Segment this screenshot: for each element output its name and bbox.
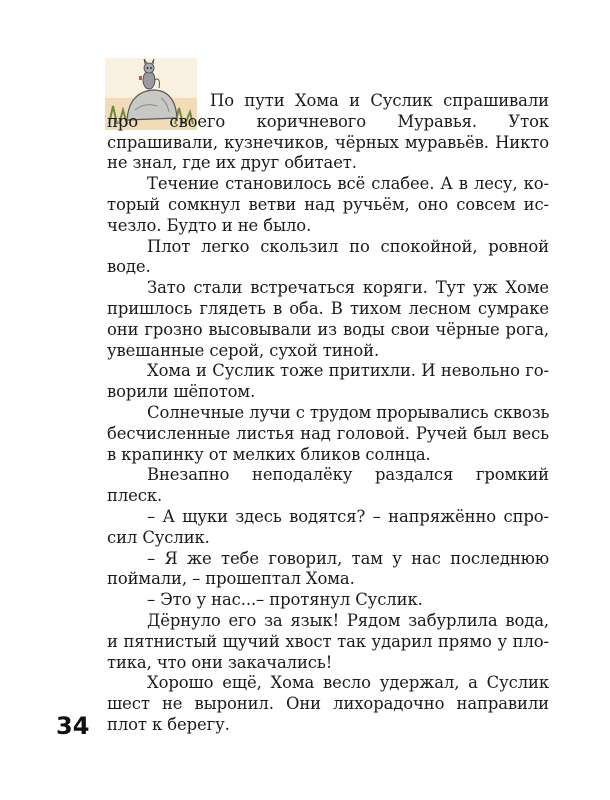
text-line: тика, что они закачались! — [107, 652, 333, 672]
text-line: воде. — [107, 257, 151, 277]
text-line: бесчисленные листья над головой. Ручей был весь — [107, 423, 549, 443]
text-line: Хорошо ещё, Хома весло удержал, а Суслик — [147, 673, 549, 693]
text-line: Зато стали встречаться коряги. Тут уж Хоме — [147, 278, 549, 298]
text-line: Солнечные лучи с трудом прорывались сквозь — [147, 402, 550, 422]
text-line: шест не выронил. Они лихорадочно направили — [107, 694, 549, 714]
text-line: пришлось глядеть в оба. В тихом лесном сумраке — [107, 298, 549, 318]
text-line: Течение становилось всё слабее. А в лесу, ко- — [147, 174, 549, 194]
text-line: – А щуки здесь водятся? – напряжённо спро- — [147, 506, 549, 526]
text-line: Хома и Суслик тоже притихли. И невольно го- — [147, 361, 549, 381]
text-line: увешанные серой, сухой тиной. — [107, 340, 380, 360]
text-line: ворили шёпотом. — [107, 382, 256, 402]
text-line: сил Суслик. — [107, 527, 210, 547]
text-line: и пятнистый щучий хвост так ударил прямо у пло- — [107, 631, 549, 651]
text-line: Внезапно неподалёку раздался громкий — [147, 465, 549, 485]
text-line: торый сомкнул ветви над ручьём, оно совсем ис- — [107, 194, 549, 214]
text-line: не знал, где их друг обитает. — [107, 153, 357, 173]
text-line: плеск. — [107, 486, 163, 506]
text-line: По пути Хома и Суслик спрашивали — [210, 91, 549, 110]
text-line: плот к берегу. — [107, 714, 230, 734]
page-number: 34 — [56, 712, 90, 740]
text-line: поймали, – прошептал Хома. — [107, 569, 355, 589]
text-line: – Это у нас...– протянул Суслик. — [147, 590, 423, 610]
text-line: Дёрнуло его за язык! Рядом забурлила вода, — [147, 610, 549, 630]
text-line: Плот легко скользил по спокойной, ровной — [147, 236, 549, 256]
text-line: чезло. Будто и не было. — [107, 215, 312, 235]
text-line: про своего коричневого Муравья. Уток — [107, 111, 549, 131]
text-line: спрашивали, кузнечиков, чёрных муравьёв. Никто — [107, 132, 549, 152]
text-line: они грозно высовывали из воды свои чёрные рога, — [107, 319, 549, 339]
text-line: в крапинку от мелких бликов солнца. — [107, 444, 431, 464]
text-line: – Я же тебе говорил, там у нас последнюю — [147, 548, 549, 568]
story-text — [107, 91, 549, 736]
